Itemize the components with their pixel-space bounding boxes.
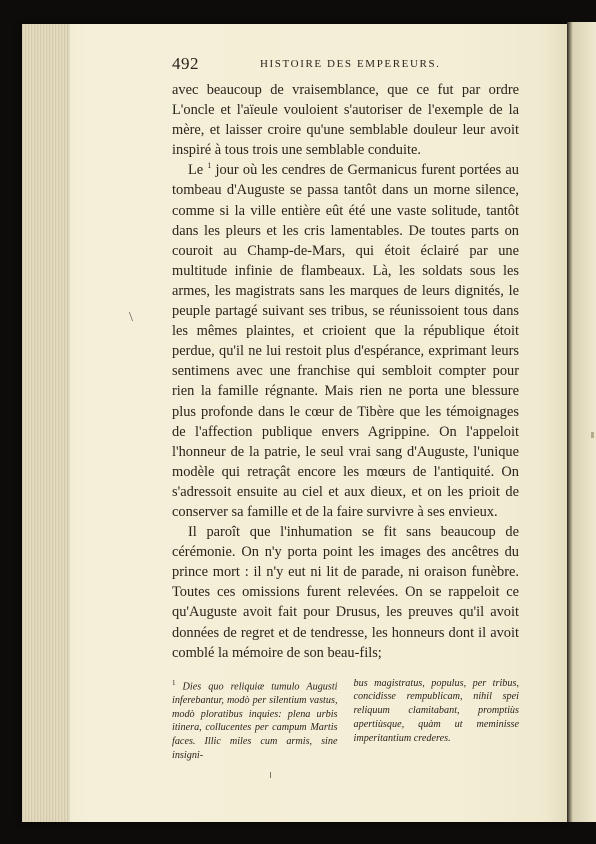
footnotes xyxy=(172,677,519,763)
page-edges xyxy=(22,24,70,822)
footnote-right-column: bus magistratus, populus, per tribus, concidisse rempublicam, nihil spei reliquum clamitabant, promptiùs apertiùsque, quàm ut meminisse imperitantium crederes. xyxy=(353,677,519,744)
paragraph-2-lead: Le xyxy=(188,162,204,179)
text-column xyxy=(172,54,519,762)
running-head xyxy=(172,54,519,78)
paragraph-2-text: jour où les cendres de Germanicus furent portées au tombeau d'Auguste se passa tantôt dans un morne silence, comme si la ville entière eût été une vaste solitude, tantôt dans les pleurs et les cris lamentables. De toutes parts on couroit au Champ-de-Mars, qui étoit éclairé par une multitude infinie de flambeaux. Là, les soldats sous les armes, les magistrats sans les marques de leurs dignités, le peuple partagé suivant ses tribus, se réunissoient tous dans les mêmes plaintes, et crioient que la république étoit perdue, qu'il ne lui restoit plus d'espérance, exprimant leurs sentimens avec une franchise qui sembloit compter pour rien la famille régnante. Mais rien ne porta une blessure plus profonde dans le cœur de Tibère que les témoignages de l'affection publique envers Agrippine. On l'appeloit l'honneur de la patrie, le seul vrai sang d'Auguste, l'unique modèle qui retraçât encore les mœurs de l'antiquité. On s'adressoit ensuite au ciel et aux dieux, et on les prioit de conserver sa famille et de la faire survivre à ses envieux. xyxy=(172,162,519,520)
footnote-ref: 1 xyxy=(207,161,212,171)
footnote-left-column xyxy=(172,677,338,763)
facing-page-edge xyxy=(567,22,596,822)
paragraph-3: Il paroît que l'inhumation se fit sans beaucoup de cérémonie. On n'y porta point les images des ancêtres du prince mort : il n'y eut ni lit de parade, ni oraison funèbre. Toutes ces omissions furent relevées. On se rappeloit ce qu'Auguste avoit fait pour Drusus, les preuves qu'il avoit données de regret et de tendresse, les honneurs dont il avoit comblé la mémoire de son beau-fils; xyxy=(172,524,519,661)
page-number: 492 xyxy=(172,54,199,73)
paragraph-1: avec beaucoup de vraisemblance, que ce fut par ordre L'oncle et l'aïeule vouloient s'autoriser de l'exemple de la mère, et laisser croire qu'une semblable douleur leur avoit inspiré à tous trois une semblable conduite. xyxy=(172,82,519,159)
paragraph-2 xyxy=(172,160,519,522)
footnote-left-text: Dies quo reliquiæ tumulo Augusti inferebantur, modò per silentium vastus, modò ploratibus inquies: plena urbis itinera, collucentes per campum Martis faces. Illic miles cum armis, sine insigni- xyxy=(172,681,338,761)
body-text xyxy=(172,80,519,663)
footnote-mark: 1 xyxy=(172,678,176,687)
margin-mark: \ xyxy=(129,310,133,325)
running-title: HISTOIRE DES EMPEREURS. xyxy=(260,58,441,70)
printer-tick-mark xyxy=(270,772,271,778)
page-fold-mark xyxy=(591,432,594,438)
